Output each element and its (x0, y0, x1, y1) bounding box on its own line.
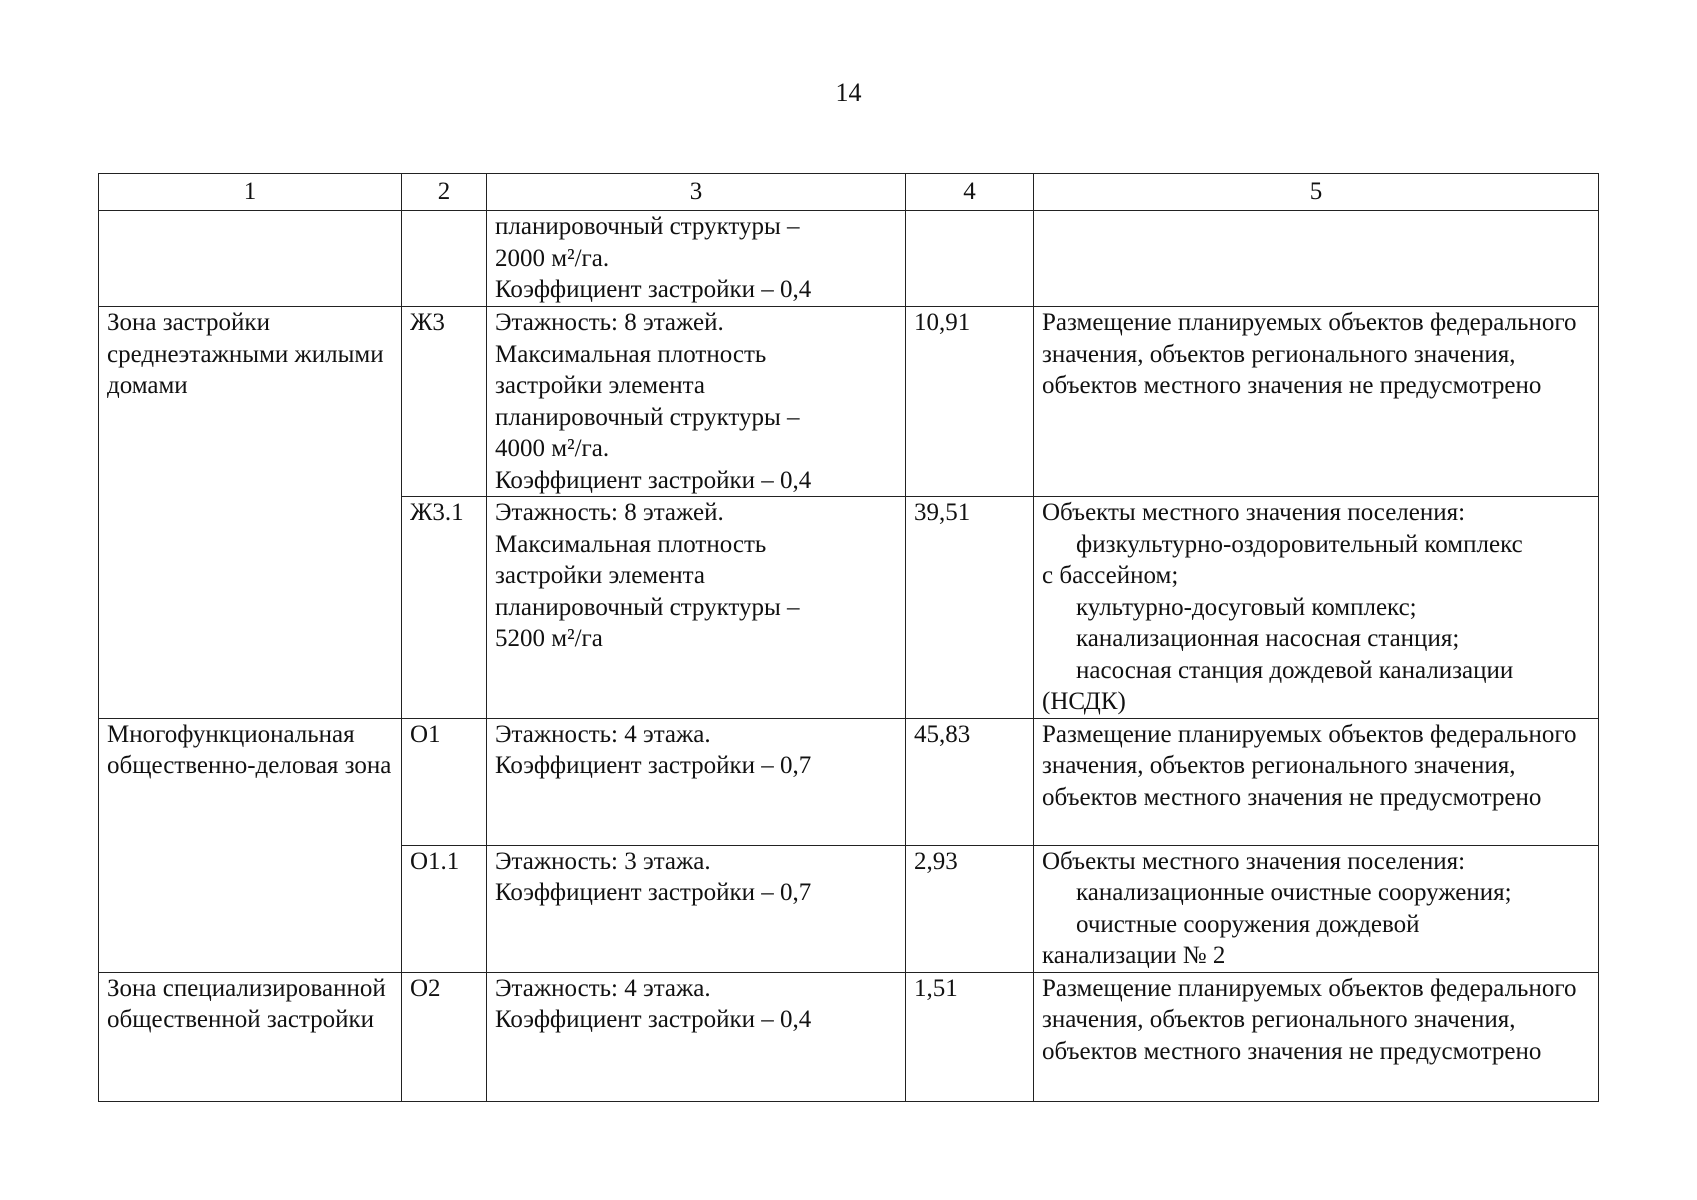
param-line: 5200 м²/га (495, 625, 603, 652)
zone-code-cell: Ж3.1 (402, 497, 487, 719)
zone-area-cell: 39,51 (906, 497, 1034, 719)
table-row (99, 718, 1599, 845)
zone-objects-cell (1034, 307, 1599, 497)
param-line: Этажность: 8 этажей. (495, 499, 724, 526)
column-header: 5 (1034, 174, 1599, 211)
object-line: Размещение планируемых объектов федерального значения, объектов регионального значения, объектов местного значения не предусмотрено (1042, 720, 1577, 811)
param-line: Максимальная плотность (495, 340, 767, 368)
param-line: застройки элемента (495, 372, 705, 399)
column-header: 2 (402, 174, 487, 211)
zone-params-cell (487, 307, 906, 497)
zone-name-cell: Многофункциональная общественно-деловая зона (99, 718, 402, 972)
object-line: физкультурно-оздоровительный комплекс (1076, 530, 1523, 558)
zone-objects-cell (1034, 718, 1599, 845)
param-line: Коэффициент застройки – 0,7 (495, 879, 812, 906)
zone-code-cell: О1 (402, 718, 487, 845)
zone-params-cell (487, 211, 906, 307)
object-line: Размещение планируемых объектов федерального значения, объектов регионального значения, объектов местного значения не предусмотрено (1042, 974, 1577, 1065)
object-line: культурно-досуговый комплекс; (1076, 593, 1417, 621)
object-line: Размещение планируемых объектов федерального значения, объектов регионального значения, объектов местного значения не предусмотрено (1042, 309, 1577, 399)
param-line: 2000 м²/га. (495, 244, 610, 272)
column-header: 4 (906, 174, 1034, 211)
zone-area-cell: 1,51 (906, 972, 1034, 1101)
page-number: 14 (835, 78, 862, 107)
zone-params-cell (487, 972, 906, 1101)
param-line: Максимальная плотность (495, 530, 767, 558)
param-line: Коэффициент застройки – 0,4 (495, 1006, 812, 1033)
param-line: Коэффициент застройки – 0,7 (495, 752, 812, 779)
zone-params-cell (487, 718, 906, 845)
column-header: 3 (487, 174, 906, 211)
zone-name-cell: Зона специализированной общественной застройки (99, 972, 402, 1101)
zone-name-cell (99, 211, 402, 307)
objects-heading: Объекты местного значения поселения: (1042, 499, 1466, 526)
objects-heading: Объекты местного значения поселения: (1042, 847, 1466, 875)
object-line: канализационные очистные сооружения; (1076, 879, 1512, 906)
zone-area-cell: 45,83 (906, 718, 1034, 845)
object-line: канализации № 2 (1042, 942, 1226, 969)
param-line: планировочный структуры – (495, 593, 800, 621)
zone-objects-cell (1034, 211, 1599, 307)
zone-area-cell (906, 211, 1034, 307)
table-header-row (99, 174, 1599, 211)
zone-code-cell: О2 (402, 972, 487, 1101)
zone-code-cell: О1.1 (402, 845, 487, 972)
column-header: 1 (99, 174, 402, 211)
table-row (99, 972, 1599, 1101)
param-line: Этажность: 3 этажа. (495, 847, 711, 875)
param-line: планировочный структуры – (495, 213, 800, 240)
param-line: Коэффициент застройки – 0,4 (495, 466, 812, 494)
param-line: Коэффициент застройки – 0,4 (495, 276, 812, 303)
zone-objects-cell (1034, 845, 1599, 972)
zone-objects-cell (1034, 497, 1599, 719)
table-row (99, 307, 1599, 497)
zone-code-cell (402, 211, 487, 307)
param-line: 4000 м²/га. (495, 435, 610, 462)
zone-area-cell: 10,91 (906, 307, 1034, 497)
zone-area-cell: 2,93 (906, 845, 1034, 972)
object-line: насосная станция дождевой канализации (1076, 656, 1514, 684)
param-line: застройки элемента (495, 562, 705, 589)
param-line: Этажность: 8 этажей. (495, 309, 724, 336)
param-line: планировочный структуры – (495, 403, 800, 431)
object-line: с бассейном; (1042, 562, 1179, 589)
table-row (99, 211, 1599, 307)
zone-objects-cell (1034, 972, 1599, 1101)
zone-name-cell: Зона застройки среднеэтажными жилыми домами (99, 307, 402, 719)
zoning-table (98, 173, 1599, 1102)
object-line: очистные сооружения дождевой (1076, 910, 1420, 938)
zone-params-cell (487, 497, 906, 719)
param-line: Этажность: 4 этажа. (495, 974, 711, 1002)
object-line: канализационная насосная станция; (1076, 625, 1460, 652)
object-line: (НСДК) (1042, 688, 1126, 715)
param-line: Этажность: 4 этажа. (495, 720, 711, 748)
zone-params-cell (487, 845, 906, 972)
zone-code-cell: Ж3 (402, 307, 487, 497)
